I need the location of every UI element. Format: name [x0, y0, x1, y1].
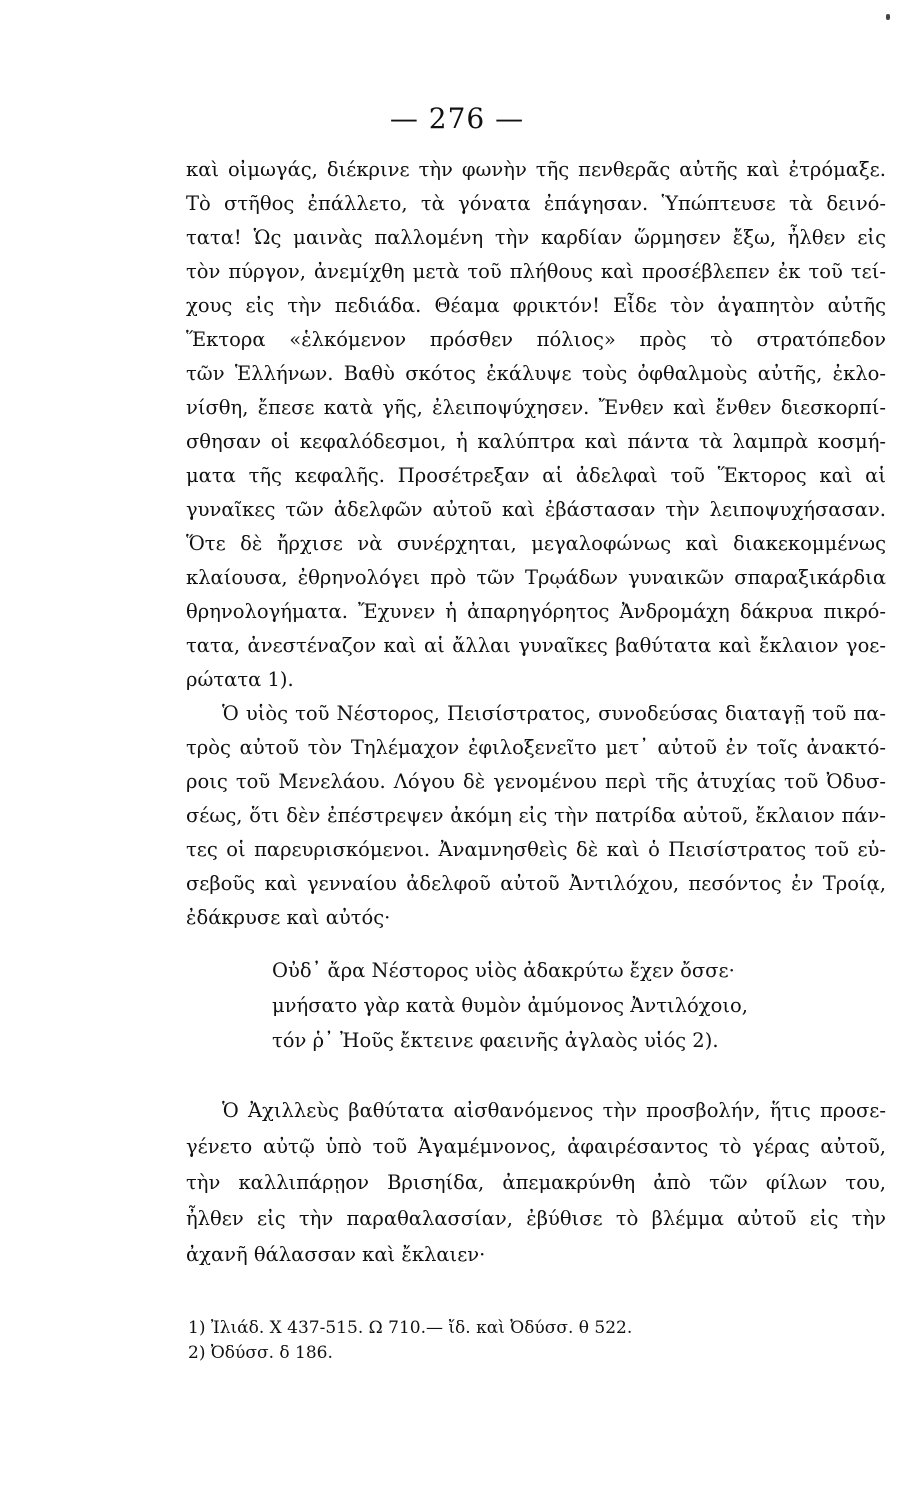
text-line: τῶν Ἑλλήνων. Βαθὺ σκότος ἐκάλυψε τοὺς ὀφθαλμοὺς αὐτῆς, ἐκλο- — [186, 362, 886, 385]
text-line: Ἕκτορα «ἑλκόμενον πρόσθεν πόλιος» πρὸς τὸ στρατόπεδον — [186, 328, 886, 351]
footnote: 2) Ὀδύσσ. δ 186. — [188, 1343, 333, 1363]
text-line: σθησαν οἱ κεφαλόδεσμοι, ἡ καλύπτρα καὶ πάντα τὰ λαμπρὰ κοσμή- — [186, 430, 886, 453]
text-line: Τὸ στῆθος ἐπάλλετο, τὰ γόνατα ἐπάγησαν. Ὑπώπτευσε τὰ δεινό- — [186, 192, 886, 215]
ink-speck — [886, 14, 890, 20]
footnote: 1) Ἰλιάδ. Χ 437-515. Ω 710.— ἴδ. καὶ Ὀδύσσ. θ 522. — [188, 1318, 633, 1338]
text-line: σεβοῦς καὶ γενναίου ἀδελφοῦ αὐτοῦ Ἀντιλόχου, πεσόντος ἐν Τροίᾳ, — [186, 872, 886, 895]
text-line: ἦλθεν εἰς τὴν παραθαλασσίαν, ἐβύθισε τὸ βλέμμα αὐτοῦ εἰς τὴν — [186, 1207, 886, 1230]
text-line: τες οἱ παρευρισκόμενοι. Ἀναμνησθεὶς δὲ καὶ ὁ Πεισίστρατος τοῦ εὐ- — [186, 838, 886, 861]
text-line: καὶ οἰμωγάς, διέκρινε τὴν φωνὴν τῆς πενθερᾶς αὐτῆς καὶ ἐτρόμαξε. — [186, 158, 886, 181]
text-line: τὴν καλλιπάρῃον Βρισηίδα, ἀπεμακρύνθη ἀπὸ τῶν φίλων του, — [186, 1171, 886, 1194]
text-line: τατα! Ὡς μαινὰς παλλομένη τὴν καρδίαν ὥρμησεν ἔξω, ἦλθεν εἰς — [186, 226, 886, 249]
text-line: κλαίουσα, ἐθρηνολόγει πρὸ τῶν Τρῳάδων γυναικῶν σπαραξικάρδια — [186, 566, 886, 589]
text-line: σέως, ὅτι δὲν ἐπέστρεψεν ἀκόμη εἰς τὴν πατρίδα αὐτοῦ, ἔκλαιον πάν- — [186, 804, 886, 827]
text-line: τρὸς αὐτοῦ τὸν Τηλέμαχον ἐφιλοξενεῖτο μετ᾽ αὐτοῦ ἐν τοῖς ἀνακτό- — [186, 736, 886, 759]
verse-line: Οὐδ᾽ ἄρα Νέστορος υἱὸς ἀδακρύτω ἔχεν ὄσσε· — [272, 959, 735, 982]
text-line: Ὁ υἱὸς τοῦ Νέστορος, Πεισίστρατος, συνοδεύσας διαταγῇ τοῦ πα- — [222, 702, 886, 725]
text-line: ἐδάκρυσε καὶ αὐτός· — [186, 906, 391, 929]
page-number: — 276 — — [389, 102, 525, 135]
text-line: Ὁ Ἀχιλλεὺς βαθύτατα αἰσθανόμενος τὴν προσβολήν, ἥτις προσε- — [222, 1099, 886, 1122]
text-line: θρηνολογήματα. Ἔχυνεν ἡ ἀπαρηγόρητος Ἀνδρομάχη δάκρυα πικρό- — [186, 600, 886, 623]
text-line: ματα τῆς κεφαλῆς. Προσέτρεξαν αἱ ἀδελφαὶ τοῦ Ἕκτορος καὶ αἱ — [186, 464, 886, 487]
text-line: τὸν πύργον, ἀνεμίχθη μετὰ τοῦ πλήθους καὶ προσέβλεπεν ἐκ τοῦ τεί- — [186, 260, 886, 283]
text-line: ρώτατα 1). — [186, 668, 294, 691]
text-line: ροις τοῦ Μενελάου. Λόγου δὲ γενομένου περὶ τῆς ἀτυχίας τοῦ Ὀδυσ- — [186, 770, 886, 793]
text-line: Ὅτε δὲ ἤρχισε νὰ συνέρχηται, μεγαλοφώνως καὶ διακεκομμένως — [186, 532, 886, 555]
text-line: ἀχανῆ θάλασσαν καὶ ἔκλαιεν· — [186, 1243, 486, 1266]
verse-line: τόν ῥ᾽ Ἠοῦς ἔκτεινε φαεινῆς ἀγλαὸς υἱός 2). — [272, 1029, 719, 1052]
text-line: τατα, ἀνεστέναζον καὶ αἱ ἄλλαι γυναῖκες βαθύτατα καὶ ἔκλαιον γοε- — [186, 634, 886, 657]
text-line: γένετο αὐτῷ ὑπὸ τοῦ Ἀγαμέμνονος, ἀφαιρέσαντος τὸ γέρας αὐτοῦ, — [186, 1135, 886, 1158]
text-line: γυναῖκες τῶν ἀδελφῶν αὐτοῦ καὶ ἐβάστασαν τὴν λειποψυχήσασαν. — [186, 498, 886, 521]
text-line: χους εἰς τὴν πεδιάδα. Θέαμα φρικτόν! Εἶδε τὸν ἀγαπητὸν αὐτῆς — [186, 294, 886, 317]
verse-line: μνήσατο γὰρ κατὰ θυμὸν ἀμύμονος Ἀντιλόχοιο, — [272, 994, 748, 1017]
text-line: νίσθη, ἔπεσε κατὰ γῆς, ἐλειποψύχησεν. Ἔνθεν καὶ ἔνθεν διεσκορπί- — [186, 396, 886, 419]
